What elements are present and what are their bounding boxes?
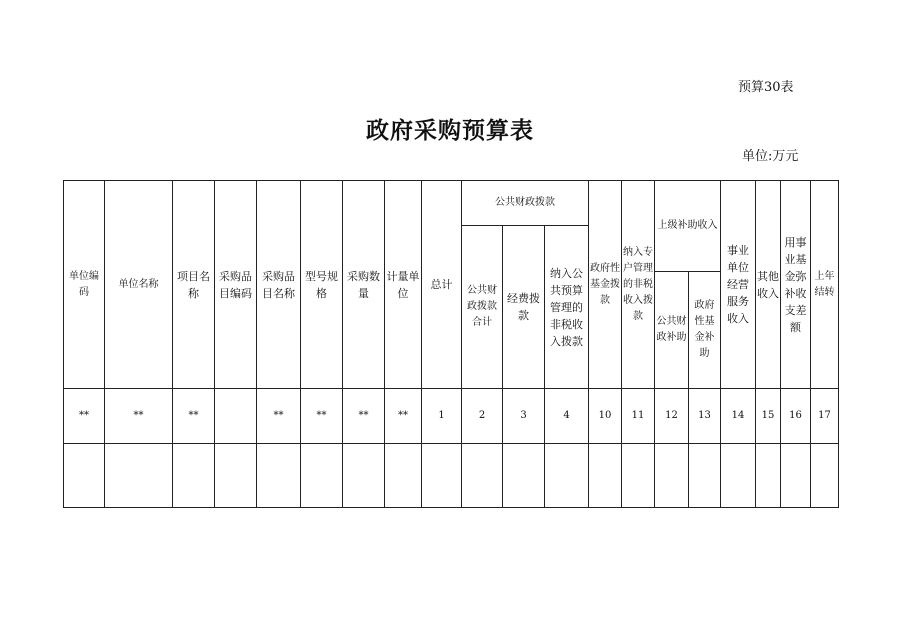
header-model-spec: 型号规格 <box>301 181 343 389</box>
empty-cell <box>756 444 781 508</box>
empty-cell <box>64 444 105 508</box>
header-other-income: 其他收入 <box>756 181 781 389</box>
index-cell: 15 <box>756 389 781 444</box>
empty-cell <box>173 444 215 508</box>
header-unit-code: 单位编码 <box>64 181 105 389</box>
index-cell: ** <box>343 389 385 444</box>
empty-cell <box>721 444 756 508</box>
page-title: 政府采购预算表 <box>366 117 534 144</box>
header-gov-fund: 政府性基金拨款 <box>589 181 622 389</box>
index-cell: 3 <box>503 389 545 444</box>
empty-cell <box>301 444 343 508</box>
index-cell: 1 <box>422 389 462 444</box>
header-carryover: 上年结转 <box>811 181 839 389</box>
header-reserve-fund: 用事业基金弥补收支差额 <box>781 181 811 389</box>
empty-cell <box>655 444 689 508</box>
index-cell: ** <box>64 389 105 444</box>
empty-cell <box>343 444 385 508</box>
index-cell: ** <box>105 389 173 444</box>
header-gov-fund-subsidy: 政府性基金补助 <box>689 272 721 389</box>
budget-table <box>63 180 839 508</box>
header-item-name: 采购品目名称 <box>257 181 301 389</box>
index-cell: 11 <box>622 389 655 444</box>
header-public-fiscal: 公共财政拨款 <box>462 181 589 226</box>
index-cell: 4 <box>545 389 589 444</box>
empty-cell <box>689 444 721 508</box>
form-number: 预算30表 <box>738 80 794 95</box>
index-cell: 16 <box>781 389 811 444</box>
index-cell: ** <box>385 389 422 444</box>
empty-cell <box>622 444 655 508</box>
empty-cell <box>105 444 173 508</box>
header-nontax-public-budget: 纳入公共预算管理的非税收入拨款 <box>545 226 589 389</box>
header-measure-unit: 计量单位 <box>385 181 422 389</box>
empty-cell <box>385 444 422 508</box>
empty-cell <box>781 444 811 508</box>
empty-cell <box>589 444 622 508</box>
index-cell: 17 <box>811 389 839 444</box>
header-total: 总计 <box>422 181 462 389</box>
header-fund-allocation: 经费拨款 <box>503 226 545 389</box>
empty-cell <box>422 444 462 508</box>
index-cell: 14 <box>721 389 756 444</box>
header-business-income: 事业单位经营服务收入 <box>721 181 756 389</box>
index-cell: 2 <box>462 389 503 444</box>
empty-cell <box>257 444 301 508</box>
index-cell: 13 <box>689 389 721 444</box>
empty-cell <box>811 444 839 508</box>
empty-cell <box>545 444 589 508</box>
table-row-empty <box>64 444 839 508</box>
header-nontax-special: 纳入专户管理的非税收入拨款 <box>622 181 655 389</box>
header-project-name: 项目名称 <box>173 181 215 389</box>
index-cell <box>215 389 257 444</box>
table-row <box>64 389 839 444</box>
index-cell: ** <box>257 389 301 444</box>
empty-cell <box>215 444 257 508</box>
index-cell: ** <box>173 389 215 444</box>
empty-cell <box>462 444 503 508</box>
header-item-code: 采购品目编码 <box>215 181 257 389</box>
empty-cell <box>503 444 545 508</box>
index-cell: 12 <box>655 389 689 444</box>
index-cell: ** <box>301 389 343 444</box>
index-cell: 10 <box>589 389 622 444</box>
header-quantity: 采购数量 <box>343 181 385 389</box>
header-public-fiscal-total: 公共财政拨款合计 <box>462 226 503 389</box>
unit-label: 单位:万元 <box>742 149 799 164</box>
header-public-fiscal-subsidy: 公共财政补助 <box>655 272 689 389</box>
header-unit-name: 单位名称 <box>105 181 173 389</box>
header-superior-subsidy: 上级补助收入 <box>655 181 721 272</box>
